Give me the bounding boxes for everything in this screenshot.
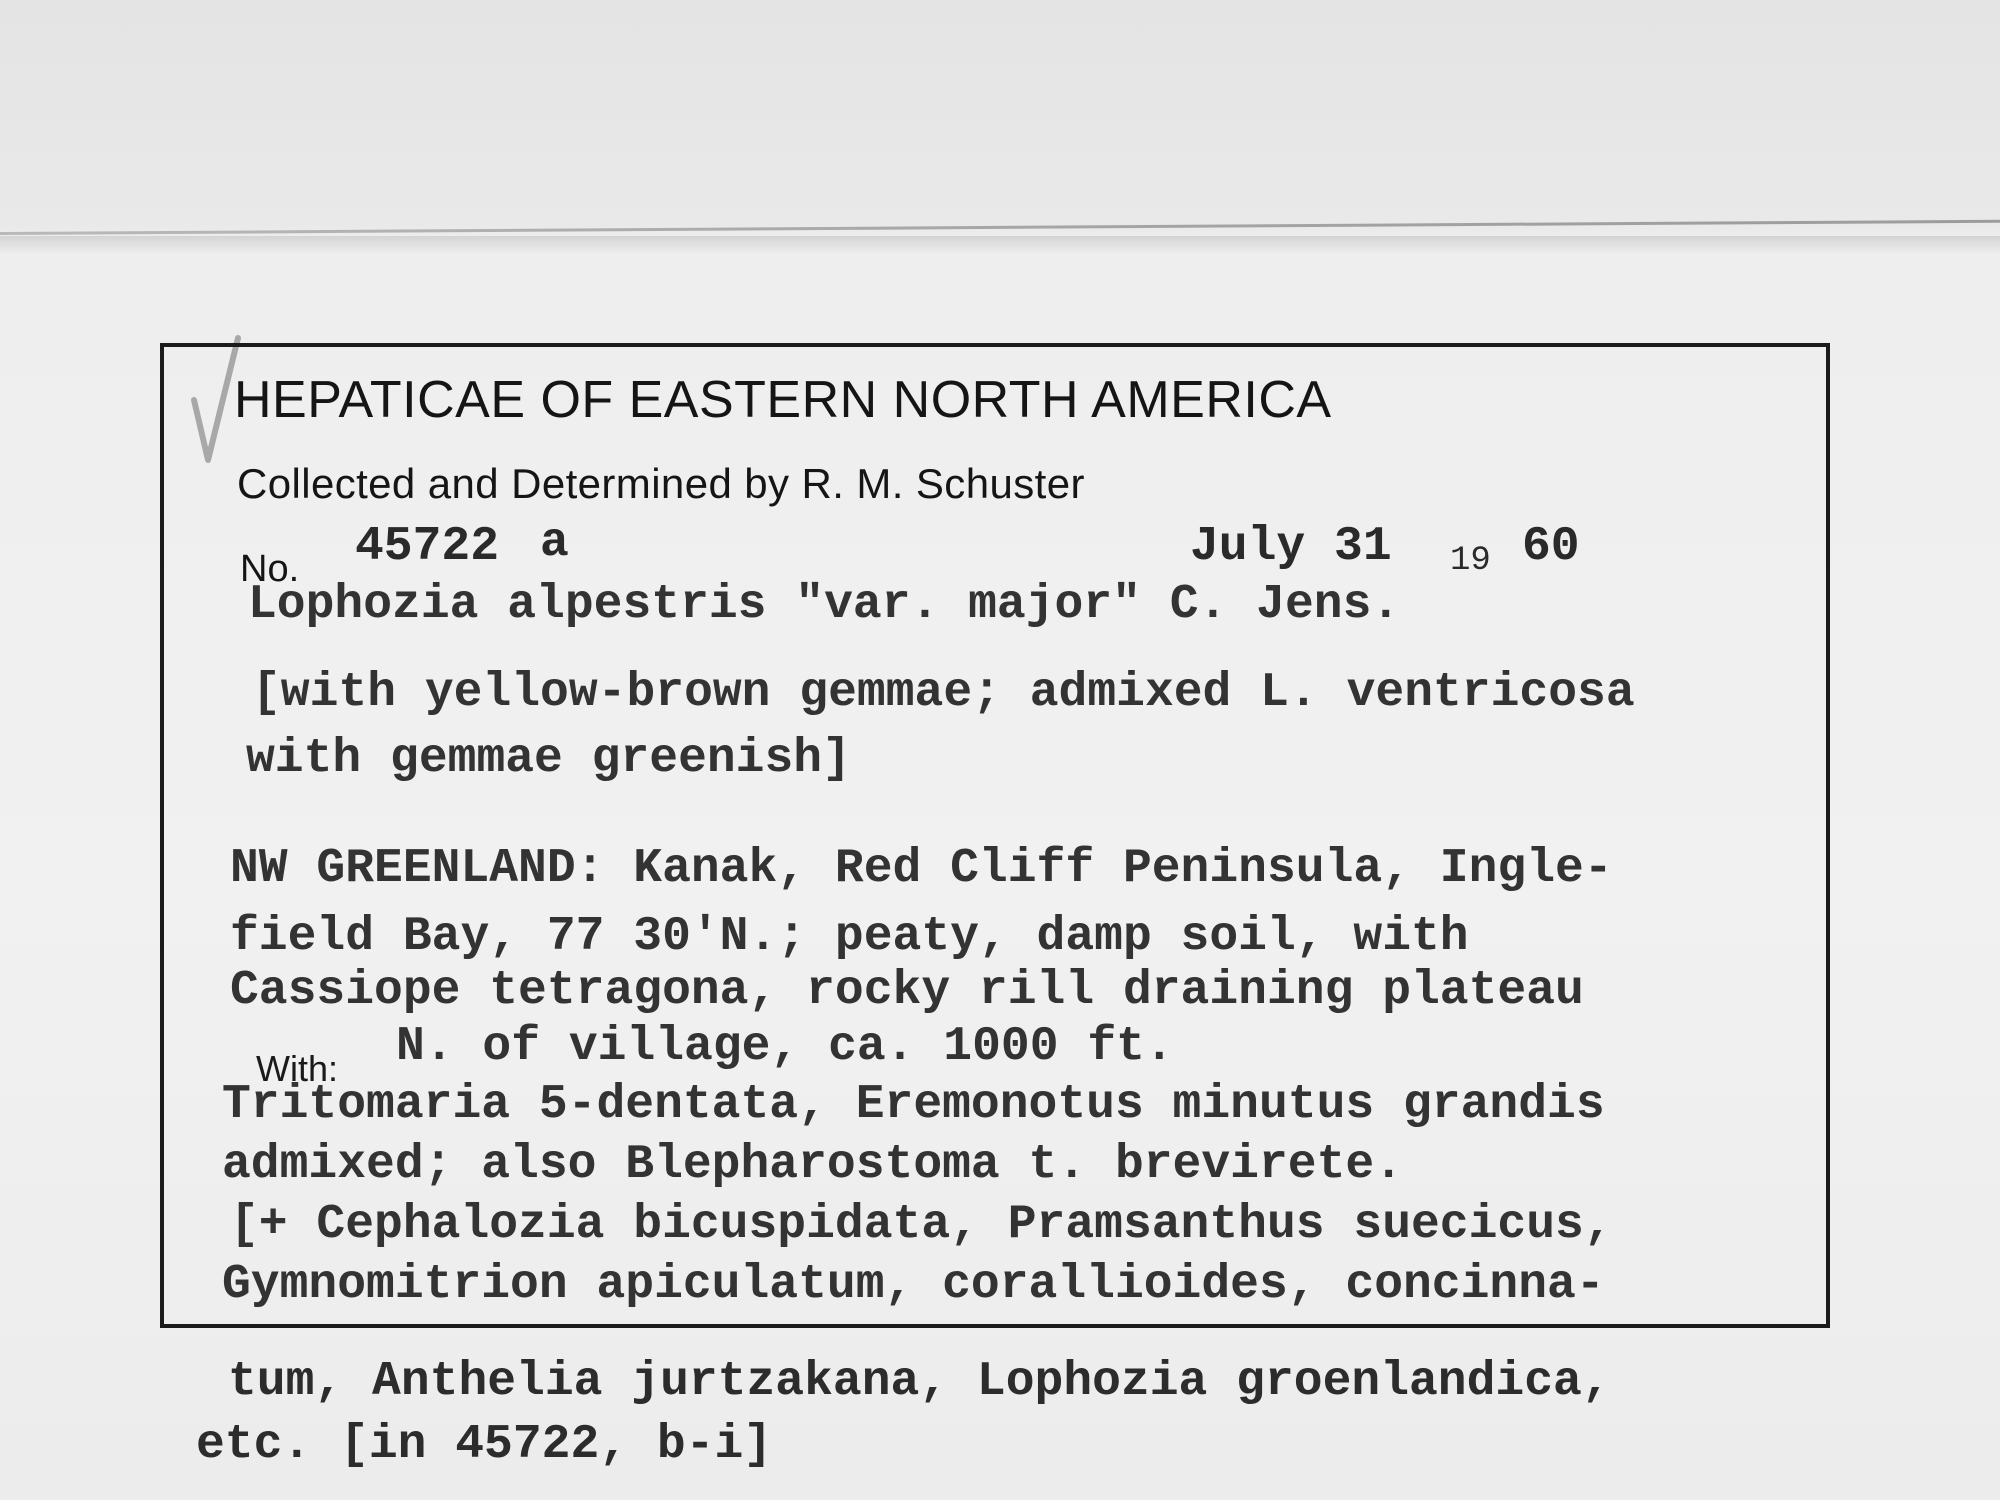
overflow-line: tum, Anthelia jurtzakana, Lophozia groenlandica, <box>228 1355 1611 1409</box>
associates-line: Tritomaria 5-dentata, Eremonotus minutus grandis <box>222 1078 1605 1132</box>
locality-line: NW GREENLAND: Kanak, Red Cliff Peninsula, Ingle- <box>230 842 1613 896</box>
collection-date-century: 19 <box>1450 542 1491 580</box>
paper-fold-shadow <box>0 236 2000 254</box>
number-label: No. <box>240 548 300 590</box>
taxon-name: Lophozia alpestris "var. major" C. Jens. <box>248 578 1401 632</box>
with-label: With: <box>256 1048 339 1089</box>
locality-line: Cassiope tetragona, rocky rill draining plateau <box>230 964 1584 1018</box>
associates-line: admixed; also Blepharostoma t. brevirete. <box>222 1138 1403 1192</box>
specimen-number-suffix: a <box>540 516 569 570</box>
note-line: with gemmae greenish] <box>246 732 851 786</box>
label-heading: HEPATICAE OF EASTERN NORTH AMERICA <box>234 371 1332 429</box>
locality-line: N. of village, ca. 1000 ft. <box>396 1020 1174 1074</box>
specimen-number: 45722 <box>355 520 500 574</box>
note-line: [with yellow-brown gemmae; admixed L. ventricosa <box>252 666 1635 720</box>
collection-date-year: 60 <box>1522 520 1580 574</box>
associates-line: Gymnomitrion apiculatum, corallioides, concinna- <box>222 1258 1605 1312</box>
collection-date-month-day: July 31 <box>1190 520 1392 574</box>
locality-line: field Bay, 77 30'N.; peaty, damp soil, with <box>230 910 1469 964</box>
associates-line: [+ Cephalozia bicuspidata, Pramsanthus suecicus, <box>230 1198 1613 1252</box>
paper-fold-line <box>0 220 2000 235</box>
overflow-line: etc. [in 45722, b-i] <box>196 1418 773 1472</box>
collector-line: Collected and Determined by R. M. Schuster <box>237 460 1085 507</box>
